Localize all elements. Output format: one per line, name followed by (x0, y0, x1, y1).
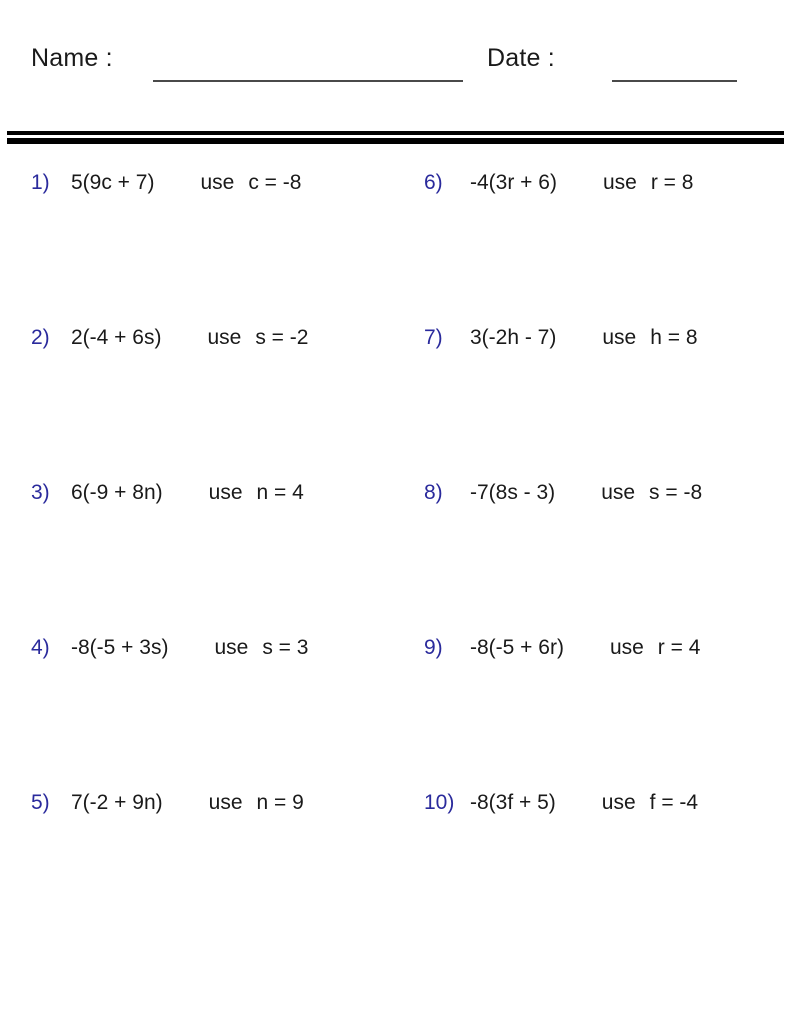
problem-number: 9) (424, 636, 443, 659)
problem-item (424, 637, 700, 658)
problem-use-label: use (207, 326, 242, 349)
worksheet-header (0, 44, 791, 92)
problem-number: 8) (424, 481, 443, 504)
problem-item (424, 327, 698, 348)
name-label: Name : (31, 44, 113, 72)
problem-variable-assignment: s = -2 (255, 326, 309, 349)
problem-number: 1) (31, 171, 50, 194)
problem-row (0, 327, 791, 482)
problem-number: 7) (424, 326, 443, 349)
problem-expression: -7(8s - 3) (470, 481, 556, 504)
problem-variable-assignment: f = -4 (649, 791, 699, 814)
problem-expression: -8(-5 + 3s) (71, 636, 169, 659)
problem-use-label: use (601, 481, 636, 504)
problems-list (0, 172, 791, 947)
problem-use-label: use (200, 171, 235, 194)
problem-use-label: use (602, 326, 637, 349)
problem-use-label: use (601, 791, 636, 814)
problem-variable-assignment: s = 3 (262, 636, 309, 659)
problem-number: 2) (31, 326, 50, 349)
problem-use-label: use (214, 636, 249, 659)
problem-item (424, 482, 702, 503)
problem-expression: -8(3f + 5) (470, 791, 556, 814)
problem-item (31, 482, 304, 503)
problem-row (0, 792, 791, 947)
problem-variable-assignment: r = 8 (650, 171, 694, 194)
date-write-in-line[interactable] (612, 80, 737, 82)
divider-bottom-bar (7, 138, 784, 144)
problem-number: 6) (424, 171, 443, 194)
problem-variable-assignment: s = -8 (649, 481, 703, 504)
problem-item (31, 327, 308, 348)
problem-variable-assignment: n = 4 (256, 481, 304, 504)
problem-row (0, 482, 791, 637)
problem-number: 10) (424, 791, 455, 814)
problem-number: 5) (31, 791, 50, 814)
problem-use-label: use (609, 636, 644, 659)
problem-item (424, 792, 698, 813)
problem-expression: 6(-9 + 8n) (71, 481, 163, 504)
name-write-in-line[interactable] (153, 80, 463, 82)
problem-expression: 2(-4 + 6s) (71, 326, 162, 349)
problem-expression: -4(3r + 6) (470, 171, 557, 194)
problem-expression: 5(9c + 7) (71, 171, 155, 194)
problem-use-label: use (208, 791, 243, 814)
problem-variable-assignment: c = -8 (248, 171, 302, 194)
problem-expression: -8(-5 + 6r) (470, 636, 564, 659)
problem-variable-assignment: h = 8 (650, 326, 698, 349)
problem-item (424, 172, 693, 193)
problem-use-label: use (208, 481, 243, 504)
problem-item (31, 792, 304, 813)
problem-item (31, 637, 308, 658)
problem-row (0, 172, 791, 327)
problem-number: 4) (31, 636, 50, 659)
problem-number: 3) (31, 481, 50, 504)
problem-variable-assignment: n = 9 (256, 791, 304, 814)
problem-expression: 3(-2h - 7) (470, 326, 557, 349)
problem-expression: 7(-2 + 9n) (71, 791, 163, 814)
problem-row (0, 637, 791, 792)
name-field-group (31, 44, 113, 73)
problem-variable-assignment: r = 4 (657, 636, 701, 659)
problem-item (31, 172, 301, 193)
problem-use-label: use (602, 171, 637, 194)
date-field-group (487, 44, 555, 73)
header-divider (7, 131, 784, 146)
date-label: Date : (487, 44, 555, 72)
